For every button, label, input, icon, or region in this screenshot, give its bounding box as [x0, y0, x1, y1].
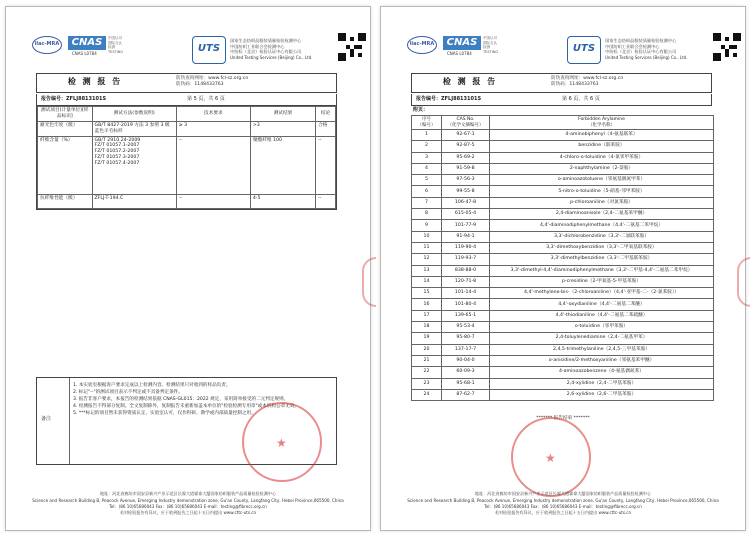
arylamine-name-cell: 2,4,5-trimethylaniline（2,4,5-三甲基苯胺） [490, 344, 714, 355]
row-index-cell: 6 [412, 186, 442, 197]
cas-number-cell: 97-56-3 [442, 175, 490, 186]
cas-number-cell: 90-04-0 [442, 355, 490, 366]
page-footer: 地址：河北省廊坊市国安县新兴产业示范区长霖大道霖泰大厦国家纺织服装产品质量检验检测中心 Science and Research Building B, Peacock Avenue, Emerging Industry demonstration zone, Gu'an County, Langfang City, Hebei Province,065500, China Tel：(86 10)65686043 Fax：(86 10)65686043 E-mail：testing@fibrecc.org.cn 若对检验报告有异议，应于收到报告之日起十五日内提出 www.cttc-uts.cn [32, 491, 344, 515]
row-index-cell: 11 [412, 242, 442, 253]
arylamine-name-cell: 5-nitro-o-toluidine（5-硝基-邻甲苯胺） [490, 186, 714, 197]
organization-name: 国家生态纺织品服装质量检验检测中心 中国纺织工业联合会检测中心 中纺标（北京）检验认证中心有限公司 United Testing Services (Beijing) Co., Ltd. [230, 38, 313, 61]
remark-item: 3. 报告非客户要求，本报告的检测结果依据 CNAS-GL015：2022 规定，采用简单接受的二元判定规则。 [73, 397, 289, 403]
header-cell: 测试方法(参数说明) [92, 107, 176, 122]
table-row [412, 389, 714, 400]
remark-item: 5. ***标记的项目暂未获得资质认定、实验室认可，仅作科研、教学或内部质量控制之用。 [73, 411, 256, 417]
arylamine-name-cell: o-anisidine/2-methoxyaniline（邻氨基苯甲醚） [490, 355, 714, 366]
cnas-side-text: 中国认可 国际互认 检测 TESTING [108, 36, 124, 54]
arylamine-name-cell: 4,4'-thiodianiline（4,4'-二氨基二苯硫醚） [490, 310, 714, 321]
cas-number-cell: 119-90-4 [442, 242, 490, 253]
cas-number-cell: 106-47-8 [442, 197, 490, 208]
arylamine-name-cell: o-toluidine（邻甲苯胺） [490, 322, 714, 333]
table-row [412, 367, 714, 378]
cnas-logo [68, 36, 130, 60]
cnas-logo [443, 36, 505, 60]
row-index-cell: 18 [412, 322, 442, 333]
report-meta [411, 94, 712, 106]
cas-number-cell: 91-94-1 [442, 231, 490, 242]
row-index-cell: 24 [412, 389, 442, 400]
remark-item: 1. 本实验室根据客户要求完成以上检测内容，检测结果只对收到的样品负责。 [73, 383, 231, 388]
seam-stamp-icon [737, 257, 750, 307]
arylamine-name-cell: 2,6-xylidine（2,6-二甲基苯胺） [490, 389, 714, 400]
table-row [412, 209, 714, 220]
table-header-row [38, 107, 336, 122]
table-row [412, 231, 714, 242]
report-title: 检 测 报 告 [442, 77, 498, 86]
row-index-cell: 4 [412, 163, 442, 174]
cas-number-cell: 139-65-1 [442, 310, 490, 321]
cas-number-cell: 95-53-4 [442, 322, 490, 333]
arylamine-name-cell: benzidine（联苯胺） [490, 141, 714, 152]
page-number: 第 5 页，共 6 页 [187, 96, 225, 102]
cnas-code: CNAS L0784 [72, 51, 97, 56]
uts-logo: UTS [192, 36, 226, 64]
arylamine-table [411, 115, 714, 401]
arylamine-name-cell: 2,4-xylidine（2,4-二甲基苯胺） [490, 378, 714, 389]
cnas-side-text: 中国认可 国际互认 检测 TESTING [483, 36, 499, 54]
table-row [412, 276, 714, 287]
seam-stamp-icon [362, 257, 376, 307]
arylamine-table-wrapper [411, 115, 714, 401]
row-index-cell: 2 [412, 141, 442, 152]
report-page-5 [5, 6, 371, 531]
header-cell: Forbidden Arylamine （化学名称） [490, 116, 714, 130]
cnas-mark: CNAS [68, 36, 106, 50]
inspection-stamp-icon: ★ [511, 417, 591, 497]
row-index-cell: 13 [412, 265, 442, 276]
arylamine-name-cell: 4,4'-methylene-bis-（2-chloroaniline）（4,4'-亚甲基-二-（2-氯苯胺）） [490, 288, 714, 299]
row-index-cell: 8 [412, 209, 442, 220]
row-index-cell: 22 [412, 367, 442, 378]
arylamine-name-cell: 4-chloro-o-toluidine（4-氯邻甲苯胺） [490, 152, 714, 163]
header-cell: CAS No. （化学文摘编号） [442, 116, 490, 130]
row-index-cell: 17 [412, 310, 442, 321]
cas-number-cell: 120-71-8 [442, 276, 490, 287]
header-logos [407, 32, 721, 66]
row-index-cell: 16 [412, 299, 442, 310]
results-table [37, 106, 336, 209]
anti-fake-info: 防伪查询网址：www.fcl-sz.org.cn 防伪码：1148433763 [176, 76, 249, 88]
cas-number-cell: 92-67-1 [442, 130, 490, 141]
table-row [412, 355, 714, 366]
cas-number-cell: 99-55-8 [442, 186, 490, 197]
cas-number-cell: 101-77-9 [442, 220, 490, 231]
uts-logo: UTS [567, 36, 601, 64]
cas-number-cell: 92-87-5 [442, 141, 490, 152]
arylamine-name-cell: 3,3'-dimethoxybenzidine（3,3'-二甲氧基联苯胺） [490, 242, 714, 253]
table-row [412, 378, 714, 389]
row-index-cell: 19 [412, 333, 442, 344]
arylamine-name-cell: 4,4'-oxydianiline（4,4'-二氨基二苯醚） [490, 299, 714, 310]
table-row [412, 299, 714, 310]
arylamine-name-cell: p-cresidine（2-甲氧基-5-甲基苯胺） [490, 276, 714, 287]
arylamine-name-cell: 3,3'-dimethyl-4,4'-diaminodiphenylmethane（3,3'-二甲基-4,4'-二氨基二苯甲烷） [490, 265, 714, 276]
remarks-label: 备注 [41, 416, 52, 422]
inspection-stamp-icon: ★ [242, 402, 322, 482]
arylamine-name-cell: 2,4-diaminoanisole（2,4-二氨基苯甲醚） [490, 209, 714, 220]
row-index-cell: 9 [412, 220, 442, 231]
table-row [412, 344, 714, 355]
cas-number-cell: 101-14-4 [442, 288, 490, 299]
table-row [412, 141, 714, 152]
arylamine-name-cell: p-chloroaniline（对氯苯胺） [490, 197, 714, 208]
row-index-cell: 23 [412, 378, 442, 389]
arylamine-name-cell: 2,4-toluylenediamine（2,4-二氨基甲苯） [490, 333, 714, 344]
cas-number-cell: 838-88-0 [442, 265, 490, 276]
report-number: 报告编号：ZFLJ8813101S [41, 96, 107, 102]
row-index-cell: 21 [412, 355, 442, 366]
arylamine-name-cell: 4-aminobiphenyl（4-氨基联苯） [490, 130, 714, 141]
report-title: 检 测 报 告 [67, 77, 123, 86]
table-row [412, 254, 714, 265]
header-cell: 测试结果 [250, 107, 315, 122]
organization-name: 国家生态纺织品服装质量检验检测中心 中国纺织工业联合会检测中心 中纺标（北京）检验认证中心有限公司 United Testing Services (Beijing) Co., Ltd. [605, 38, 688, 61]
arylamine-name-cell: 4,4'-diaminodiphenylmethane（4,4'-二氨基二苯甲烷） [490, 220, 714, 231]
table-row [412, 242, 714, 253]
arylamine-name-cell: 3,3'-dimethylbenzidine（3,3'-二甲基联苯胺） [490, 254, 714, 265]
table-row [412, 197, 714, 208]
qr-code-icon [338, 33, 366, 61]
qr-code-icon [713, 33, 741, 61]
cas-number-cell: 60-09-3 [442, 367, 490, 378]
row-index-cell: 12 [412, 254, 442, 265]
arylamine-name-cell: 4-aminoazobenzene（4-氨基偶氮苯） [490, 367, 714, 378]
table-row [412, 265, 714, 276]
cas-number-cell: 87-62-7 [442, 389, 490, 400]
table-row [412, 130, 714, 141]
row-index-cell: 14 [412, 276, 442, 287]
cas-number-cell: 137-17-7 [442, 344, 490, 355]
row-index-cell: 10 [412, 231, 442, 242]
table-row [412, 220, 714, 231]
report-page-6 [380, 6, 746, 531]
header-cell: 测试项目(计量单位)[样品标识] [38, 107, 93, 122]
row-index-cell: 20 [412, 344, 442, 355]
report-meta [36, 94, 337, 106]
report-number: 报告编号：ZFLJ8813101S [416, 96, 482, 102]
table-row [412, 322, 714, 333]
annex-title: 附页： [413, 107, 429, 113]
header-logos [32, 32, 346, 66]
table-row: 耐光色牢度（级） GB/T 8427-2019 方法 3 参照 3 级蓝色羊毛标样 ≥ 3 >3 合格 [38, 121, 336, 136]
header-cell: 结论 [316, 107, 336, 122]
page-footer: 地址：河北省廊坊市国安县新兴产业示范区长霖大道霖泰大厦国家纺织服装产品质量检验检测中心 Science and Research Building B, Peacock Avenue, Emerging Industry demonstration zone, Gu'an County, Langfang City, Hebei Province,065500, China Tel：(86 10)65686043 Fax：(86 10)65686043 E-mail：testing@fibrecc.org.cn 若对检验报告有异议，应于收到报告之日起十五日内提出 www.cttc-uts.cn [407, 491, 719, 515]
table-row [412, 310, 714, 321]
row-index-cell: 7 [412, 197, 442, 208]
ilac-mra-logo: ilac-MRA [407, 36, 437, 54]
cnas-code: CNAS L0784 [447, 51, 472, 56]
remark-item: 2. 标记"--"的测试项目表示不判定或不具备判定条件。 [73, 390, 183, 396]
cas-number-cell: 119-93-7 [442, 254, 490, 265]
end-of-report: ******* 报告结束 ******* [536, 416, 590, 421]
cnas-mark: CNAS [443, 36, 481, 50]
cas-number-cell: 95-69-2 [442, 152, 490, 163]
row-index-cell: 15 [412, 288, 442, 299]
ilac-mra-logo: ilac-MRA [32, 36, 62, 54]
table-header-row [412, 116, 714, 130]
cas-number-cell: 95-80-7 [442, 333, 490, 344]
table-row [412, 333, 714, 344]
header-cell: 序号 （编号） [412, 116, 442, 130]
cas-number-cell: 615-05-4 [442, 209, 490, 220]
cas-number-cell: 101-80-4 [442, 299, 490, 310]
table-row [412, 152, 714, 163]
arylamine-name-cell: 3,3'-dichlorobenzidine（3,3'-二氯联苯胺） [490, 231, 714, 242]
anti-fake-info: 防伪查询网址：www.fcl-sz.org.cn 防伪码：1148433763 [551, 76, 624, 88]
page-number: 第 6 页，共 6 页 [562, 96, 600, 102]
table-row [412, 288, 714, 299]
table-row: 抗纤维性能（级） ZFLJ-T-194.C -- 4-5 -- [38, 194, 336, 208]
row-index-cell: 3 [412, 152, 442, 163]
remark-item: 4. 检测报告不得部分复制。全文复制除外，复制报告未重新加盖本单位的"检验检测专用章"或本机构公章无效。 [73, 404, 299, 410]
row-index-cell: 1 [412, 130, 442, 141]
table-row [412, 186, 714, 197]
arylamine-name-cell: 2-naphthylamine（2-萘胺） [490, 163, 714, 174]
cas-number-cell: 95-68-1 [442, 378, 490, 389]
table-row [412, 163, 714, 174]
row-index-cell: 5 [412, 175, 442, 186]
table-row: 纤维含量（%） GB/T 2910.24-2009 FZ/T 01057.1-2007 FZ/T 01057.2-2007 FZ/T 01057.3-2007 FZ/T 01057.4-2007 -- 聚酯纤维 100 -- [38, 136, 336, 194]
table-row [412, 175, 714, 186]
arylamine-name-cell: o-aminoazotoluene（邻氨基偶氮甲苯） [490, 175, 714, 186]
header-cell: 技术要求 [176, 107, 250, 122]
cas-number-cell: 91-59-8 [442, 163, 490, 174]
results-sheet [36, 106, 337, 210]
